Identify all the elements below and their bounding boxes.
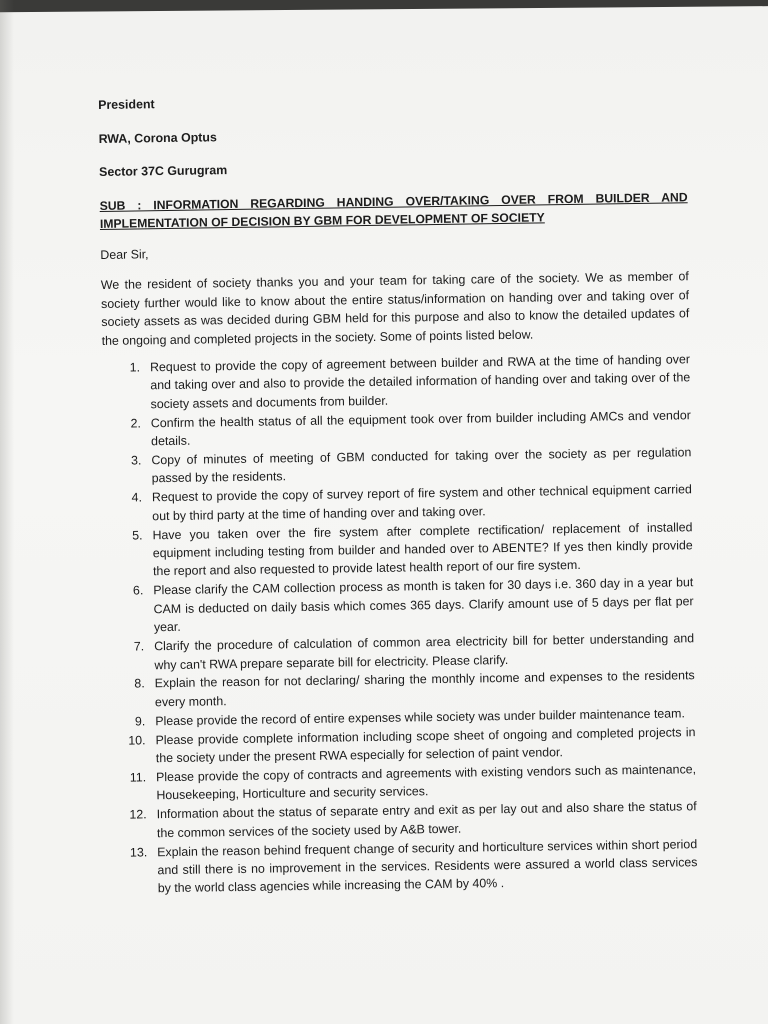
list-item-number: 3. — [130, 453, 142, 468]
list-item — [104, 518, 693, 582]
list-item-text: Request to provide the copy of survey report of fire system and other technical equipment carried out by third party at the time of handing over and taking over. — [151, 482, 693, 523]
list-item-text: Request to provide the copy of agreement between builder and RWA at the time of handing over and taking over and also to provide the detailed information of handing over and taking over of the society assets and documents from builder. — [149, 352, 691, 412]
list-item — [105, 574, 694, 638]
list-item-text: Have you taken over the fire system after complete rectification/ replacement of installed equipment including testing from builder and handed over to ABENTE? If yes then kindly provide the report and also requested to provide latest health report of our fire system. — [152, 519, 693, 579]
letter-body — [98, 87, 698, 899]
list-item-number: 9. — [134, 714, 146, 729]
list-item-text: Please provide the copy of contracts and agreements with existing vendors such as maintenance, Housekeeping, Horticulture and security services. — [156, 762, 697, 803]
list-item-text: Copy of minutes of meeting of GBM conducted for taking over the society as per regulation passed by the residents. — [151, 445, 692, 486]
list-item-text: Clarify the procedure of calculation of common area electricity bill for better understanding and why can't RWA prepare separate bill for electricity. Please clarify. — [154, 631, 695, 672]
list-item — [102, 350, 691, 414]
list-item-text: Explain the reason behind frequent change of security and horticulture services within short period and still there is no improvement in the services. Residents were assured a world class services by the world class agencies while increasing the CAM by 40% . — [157, 836, 698, 896]
recipient-title: President — [98, 97, 155, 112]
list-item-number: 1. — [129, 360, 141, 375]
list-item-number: 10. — [128, 732, 146, 748]
list-item-number: 13. — [129, 844, 148, 860]
list-item-text: Please provide the record of entire expenses while society was under builder maintenance team. — [155, 706, 685, 728]
list-item-number: 6. — [132, 583, 144, 598]
recipient-organization: RWA, Corona Optus — [98, 129, 217, 146]
points-list — [102, 350, 698, 898]
list-item-number: 4. — [131, 490, 143, 505]
list-item-number: 11. — [129, 770, 147, 785]
list-item-number: 8. — [134, 676, 145, 691]
list-item-number: 2. — [130, 416, 141, 431]
subject-line: SUB : INFORMATION REGARDING HANDING OVER/TAKING OVER FROM BUILDER AND IMPLEMENTATION OF DECISION BY GBM FOR DEVELOPMENT OF SOCIETY — [99, 190, 688, 231]
list-item-number: 7. — [133, 639, 145, 654]
page-edge-shadow — [0, 0, 14, 1024]
list-item-number: 12. — [129, 807, 147, 822]
salutation: Dear Sir, — [100, 247, 149, 262]
list-item — [109, 835, 698, 899]
list-item-text: Explain the reason for not declaring/ sharing the monthly income and expenses to the residents every month. — [154, 668, 695, 710]
list-item-text: Confirm the health status of all the equipment took over from builder including AMCs and vendor details. — [150, 407, 691, 449]
list-item-text: Please provide complete information including scope sheet of ongoing and completed projects in the society under the present RWA especially for selection of paint vendor. — [155, 724, 696, 766]
recipient-location: Sector 37C Gurugram — [99, 163, 228, 180]
list-item-text: Information about the status of separate entry and exit as per lay out and also share the status of the common services of the society used by A&B tower. — [156, 799, 697, 840]
intro-paragraph: We the resident of society thanks you and your team for taking care of the society. We as member of society further would like to know about the entire status/information on handing over and taking over of society assets as was decided during GBM held for this purpose and also to know the detailed updates of the ongoing and completed projects in the society. Some of points listed below. — [100, 269, 690, 348]
list-item-text: Please clarify the CAM collection process as month is taken for 30 days i.e. 360 day in a year but CAM is deducted on daily basis which comes 365 days. Clarify amount use of 5 days per flat per year. — [153, 575, 694, 635]
list-item-number: 5. — [132, 528, 143, 543]
